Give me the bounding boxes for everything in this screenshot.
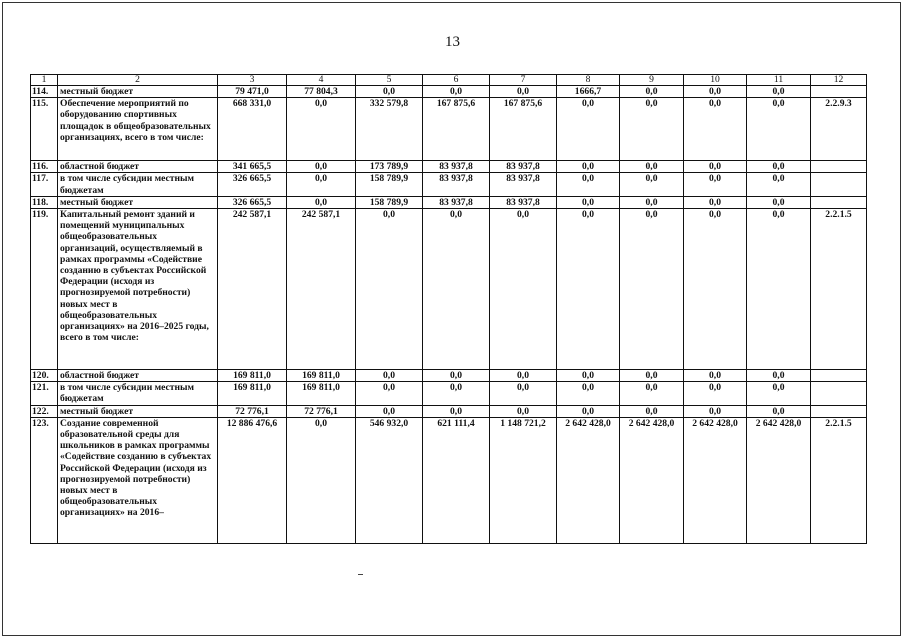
header-row xyxy=(31,75,867,86)
value-cell: 0,0 xyxy=(356,209,423,370)
value-cell: 72 776,1 xyxy=(287,405,356,417)
value-cell: 0,0 xyxy=(423,405,490,417)
value-cell: 72 776,1 xyxy=(218,405,287,417)
value-cell: 621 111,4 xyxy=(423,417,490,543)
value-cell xyxy=(811,86,867,98)
column-header: 2 xyxy=(58,75,218,86)
column-header: 1 xyxy=(31,75,58,86)
table-row xyxy=(31,405,867,417)
value-cell: 0,0 xyxy=(557,370,620,382)
value-cell: 83 937,8 xyxy=(490,161,557,173)
row-number-cell: 122. xyxy=(31,405,58,417)
value-cell: 0,0 xyxy=(747,161,811,173)
table-row xyxy=(31,417,867,543)
value-cell: 0,0 xyxy=(620,405,684,417)
value-cell: 332 579,8 xyxy=(356,98,423,161)
value-cell: 242 587,1 xyxy=(287,209,356,370)
value-cell: 341 665,5 xyxy=(218,161,287,173)
value-cell: 1666,7 xyxy=(557,86,620,98)
value-cell: 0,0 xyxy=(747,98,811,161)
value-cell: 0,0 xyxy=(684,382,747,405)
table-row xyxy=(31,86,867,98)
value-cell: 0,0 xyxy=(423,370,490,382)
value-cell: 79 471,0 xyxy=(218,86,287,98)
budget-table xyxy=(30,74,867,544)
value-cell xyxy=(811,405,867,417)
value-cell: 158 789,9 xyxy=(356,196,423,208)
value-cell: 0,0 xyxy=(287,173,356,196)
column-header: 3 xyxy=(218,75,287,86)
row-number-cell: 116. xyxy=(31,161,58,173)
column-header: 10 xyxy=(684,75,747,86)
value-cell xyxy=(811,173,867,196)
value-cell: 0,0 xyxy=(423,86,490,98)
table-row xyxy=(31,382,867,405)
value-cell: 0,0 xyxy=(684,173,747,196)
value-cell: 1 148 721,2 xyxy=(490,417,557,543)
column-header: 7 xyxy=(490,75,557,86)
value-cell: 0,0 xyxy=(747,405,811,417)
value-cell: 2 642 428,0 xyxy=(620,417,684,543)
value-cell: 326 665,5 xyxy=(218,196,287,208)
value-cell: 0,0 xyxy=(620,382,684,405)
table-row xyxy=(31,173,867,196)
value-cell: 0,0 xyxy=(684,209,747,370)
value-cell: 2 642 428,0 xyxy=(747,417,811,543)
value-cell: 0,0 xyxy=(287,196,356,208)
value-cell: 0,0 xyxy=(684,98,747,161)
table-row xyxy=(31,161,867,173)
value-cell: 0,0 xyxy=(557,382,620,405)
value-cell: 169 811,0 xyxy=(218,382,287,405)
row-number-cell: 118. xyxy=(31,196,58,208)
value-cell: 0,0 xyxy=(557,98,620,161)
value-cell: 0,0 xyxy=(620,209,684,370)
value-cell: 0,0 xyxy=(356,86,423,98)
value-cell: 0,0 xyxy=(684,86,747,98)
description-cell: областной бюджет xyxy=(58,161,218,173)
value-cell: 0,0 xyxy=(684,196,747,208)
value-cell: 0,0 xyxy=(747,382,811,405)
description-cell: в том числе субсидии местным бюджетам xyxy=(58,382,218,405)
value-cell: 0,0 xyxy=(747,370,811,382)
value-cell: 0,0 xyxy=(557,405,620,417)
row-number-cell: 114. xyxy=(31,86,58,98)
description-cell: местный бюджет xyxy=(58,86,218,98)
row-number-cell: 119. xyxy=(31,209,58,370)
value-cell: 0,0 xyxy=(620,173,684,196)
column-header: 11 xyxy=(747,75,811,86)
scan-mark xyxy=(358,574,363,575)
value-cell: 0,0 xyxy=(490,405,557,417)
description-cell: Обеспечение мероприятий по оборудованию спортивных площадок в общеобразовательных организациях, всего в том числе: xyxy=(58,98,218,161)
value-cell: 2.2.1.5 xyxy=(811,209,867,370)
row-number-cell: 115. xyxy=(31,98,58,161)
value-cell: 2.2.1.5 xyxy=(811,417,867,543)
value-cell: 0,0 xyxy=(287,98,356,161)
column-header: 5 xyxy=(356,75,423,86)
value-cell: 12 886 476,6 xyxy=(218,417,287,543)
value-cell: 83 937,8 xyxy=(423,173,490,196)
value-cell: 0,0 xyxy=(684,405,747,417)
value-cell xyxy=(811,161,867,173)
value-cell: 0,0 xyxy=(620,86,684,98)
value-cell: 0,0 xyxy=(557,209,620,370)
value-cell: 0,0 xyxy=(490,209,557,370)
value-cell: 169 811,0 xyxy=(218,370,287,382)
value-cell: 0,0 xyxy=(356,405,423,417)
description-cell: в том числе субсидии местным бюджетам xyxy=(58,173,218,196)
column-header: 8 xyxy=(557,75,620,86)
value-cell: 0,0 xyxy=(490,86,557,98)
value-cell: 169 811,0 xyxy=(287,382,356,405)
column-header: 9 xyxy=(620,75,684,86)
table-row xyxy=(31,209,867,370)
description-cell: Создание современной образовательной среды для школьников в рамках программы «Содействие созданию в субъектах Российской Федерации (исходя из прогнозируемой потребности) новых мест в общеобразовательных организациях» на 2016– xyxy=(58,417,218,543)
value-cell: 0,0 xyxy=(356,370,423,382)
value-cell: 167 875,6 xyxy=(423,98,490,161)
row-number-cell: 117. xyxy=(31,173,58,196)
value-cell: 0,0 xyxy=(423,209,490,370)
value-cell: 546 932,0 xyxy=(356,417,423,543)
row-number-cell: 121. xyxy=(31,382,58,405)
value-cell: 0,0 xyxy=(557,161,620,173)
value-cell: 0,0 xyxy=(356,382,423,405)
value-cell: 0,0 xyxy=(287,417,356,543)
value-cell: 0,0 xyxy=(684,370,747,382)
value-cell: 0,0 xyxy=(747,86,811,98)
description-cell: Капитальный ремонт зданий и помещений муниципальных общеобразовательных организаций, осуществляемый в рамках программы «Содействие созданию в субъектах Российской Федерации (исходя из прогнозируемой потребности) новых мест в общеобразовательных организациях» на 2016–2025 годы, всего в том числе: xyxy=(58,209,218,370)
page-number: 13 xyxy=(445,34,460,50)
value-cell xyxy=(811,196,867,208)
table-row xyxy=(31,196,867,208)
value-cell: 83 937,8 xyxy=(423,196,490,208)
table-row xyxy=(31,98,867,161)
value-cell: 0,0 xyxy=(747,196,811,208)
value-cell: 173 789,9 xyxy=(356,161,423,173)
value-cell: 0,0 xyxy=(557,196,620,208)
table-row xyxy=(31,370,867,382)
value-cell: 668 331,0 xyxy=(218,98,287,161)
value-cell: 0,0 xyxy=(620,98,684,161)
value-cell: 0,0 xyxy=(557,173,620,196)
value-cell: 0,0 xyxy=(747,209,811,370)
column-header: 4 xyxy=(287,75,356,86)
value-cell: 83 937,8 xyxy=(423,161,490,173)
value-cell xyxy=(811,370,867,382)
value-cell: 2 642 428,0 xyxy=(684,417,747,543)
value-cell: 0,0 xyxy=(490,382,557,405)
value-cell: 0,0 xyxy=(423,382,490,405)
value-cell: 0,0 xyxy=(684,161,747,173)
row-number-cell: 120. xyxy=(31,370,58,382)
value-cell: 2 642 428,0 xyxy=(557,417,620,543)
description-cell: областной бюджет xyxy=(58,370,218,382)
value-cell: 0,0 xyxy=(620,196,684,208)
description-cell: местный бюджет xyxy=(58,405,218,417)
value-cell xyxy=(811,382,867,405)
value-cell: 0,0 xyxy=(490,370,557,382)
value-cell: 0,0 xyxy=(747,173,811,196)
value-cell: 242 587,1 xyxy=(218,209,287,370)
value-cell: 167 875,6 xyxy=(490,98,557,161)
value-cell: 0,0 xyxy=(620,161,684,173)
value-cell: 0,0 xyxy=(287,161,356,173)
value-cell: 2.2.9.3 xyxy=(811,98,867,161)
value-cell: 158 789,9 xyxy=(356,173,423,196)
value-cell: 0,0 xyxy=(620,370,684,382)
value-cell: 83 937,8 xyxy=(490,173,557,196)
value-cell: 326 665,5 xyxy=(218,173,287,196)
column-header: 6 xyxy=(423,75,490,86)
description-cell: местный бюджет xyxy=(58,196,218,208)
value-cell: 83 937,8 xyxy=(490,196,557,208)
value-cell: 77 804,3 xyxy=(287,86,356,98)
column-header: 12 xyxy=(811,75,867,86)
value-cell: 169 811,0 xyxy=(287,370,356,382)
row-number-cell: 123. xyxy=(31,417,58,543)
